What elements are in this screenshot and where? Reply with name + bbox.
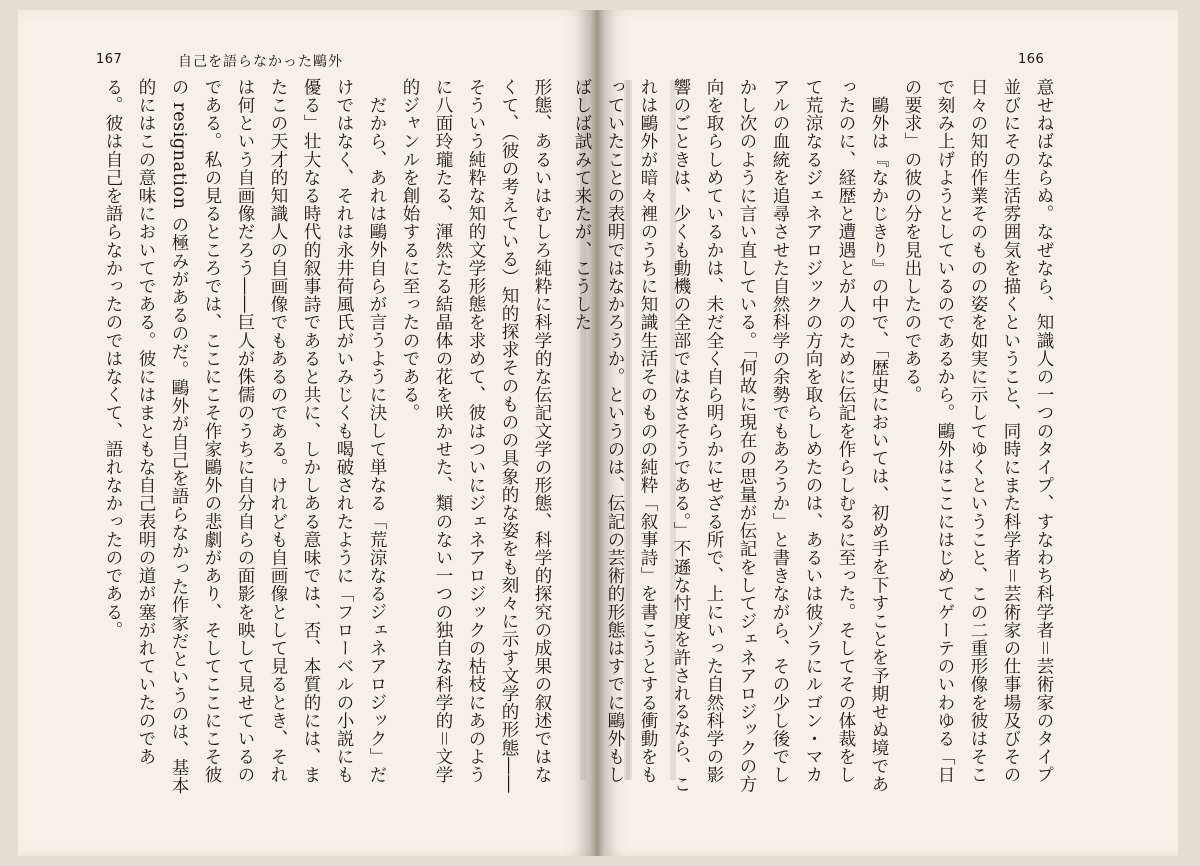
right-page-number: 166: [1018, 52, 1045, 67]
paragraph: 鷗外は『なかじきり』の中で、「歴史においては、初め手を下すことを予期せぬ境であったのに、経歴と遭遇とが人のために伝記を作らしむるに至った。そしてその体裁をして荒涼なるジェネアロジックの方向を取らしめたのは、あるいは彼ゾラにルゴン・マカアルの血統を追尋させた自然科学の余勢でもあろうか」と書きながら、その少し後でしかし次のように言い直している。「何故に現在の思量が伝記をしてジェネアロジックの方向を取らしめているかは、未だ全く自ら明らかにせざる所で、上にいった自然科学の影響のごときは、少くも動機の全部ではなさそうである。」不遜な忖度を許されるなら、これは鷗外が暗々裡のうちに知識生活そのものの純粋「叙事詩」を書こうとする衝動をもっていたことの表明ではなかろうか。というのは、伝記の芸術的形態はすでに鷗外もしばしば試みて来たが、こうした: [572, 78, 889, 794]
right-page-body: [572, 78, 1060, 798]
left-page-number: 167: [96, 52, 123, 67]
running-head: 自己を語らなかった鷗外: [178, 54, 343, 70]
paragraph: 意せねばならぬ。なぜなら、知識人の一つのタイプ、すなわち科学者＝芸術家のタイプ並びにその生活雰囲気を描くということ、同時にまた科学者＝芸術家の仕事場及びその日々の知的作業そのものの姿を如実に示してゆくということ、この二重形像を彼はそこで刻み上げようとしているのであるから。鷗外はここにはじめてゲーテのいわゆる「日の要求」の彼の分を見出したのである。: [902, 78, 1054, 784]
left-page-body: [103, 78, 558, 798]
paragraph: 形態、あるいはむしろ純粋に科学的な伝記文学の形態、科学的探究の成果の叙述ではなくて、（彼の考えている）知的探求そのものの具象的な姿をも刻々に示す文学的形態――そういう純粋な知的文学形態を求めて、彼はついにジェネアロジックの枯枝にあのように八面玲瓏たる、渾然たる結晶体の花を咲かせた、類のない一つの独自な科学的＝文学的ジャンルを創始するに至ったのである。: [400, 78, 552, 794]
paragraph: だから、あれは鷗外自らが言うように決して単なる「荒涼なるジェネアロジック」だけではなく、それは永井荷風氏がいみじくも喝破されたように「フローベルの小説にも優る」壮大なる時代的叙事詩であると共に、しかしある意味では、否、本質的には、またこの天才的知識人の自画像でもあるのである。けれども自画像として見るとき、それは何という自画像だろう――巨人が侏儒のうちに自分自らの面影を映して見せているのである。私の見るところでは、ここにこそ作家鷗外の悲劇があり、そしてここにこそ彼の resignation の極みがあるのだ。鷗外が自己を語らなかった作家だというのは、基本的にはこの意味においてである。彼にはまともな自己表明の道が塞がれていたのである。彼は自己を語らなかったのではなくて、語れなかったのである。: [103, 78, 387, 795]
